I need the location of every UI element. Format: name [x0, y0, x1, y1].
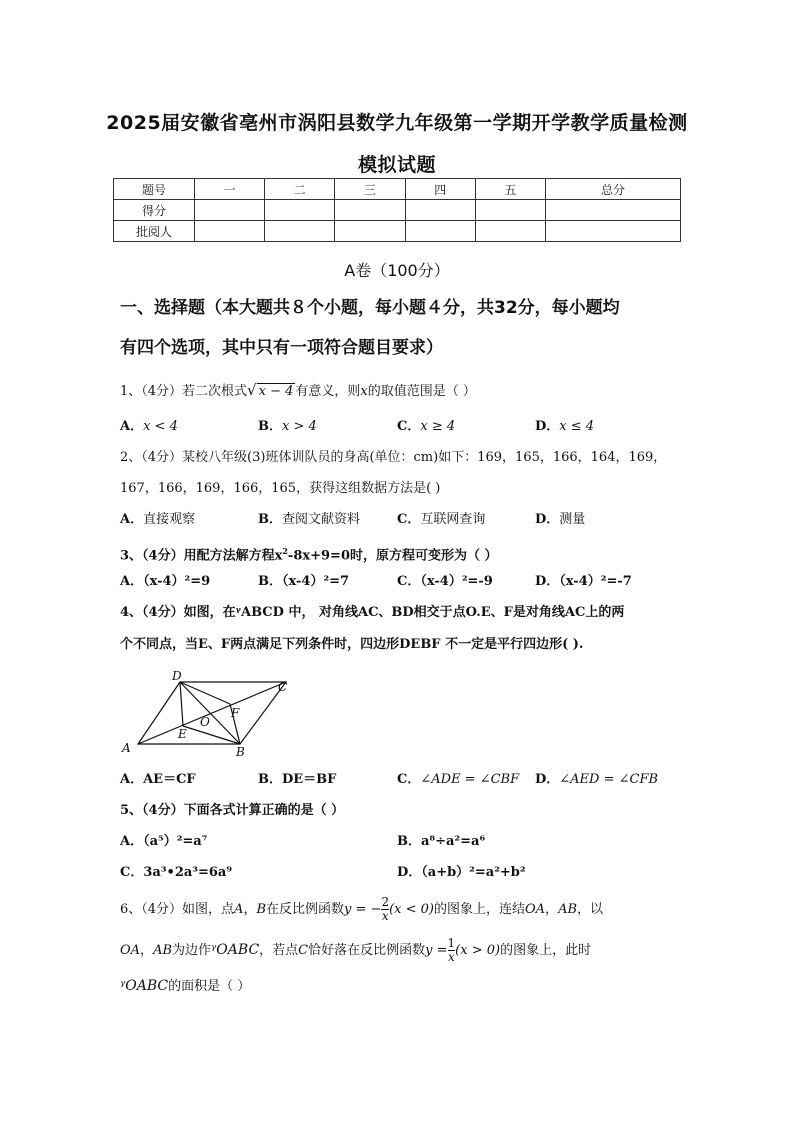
option-text[interactable]: x ≤ 4 [559, 419, 595, 434]
q6-stem-line2: OA，AB为边作ᵞOABC，若点C恰好落在反比例函数y = $\frac{1}{x}$ (x > 0)的图象上，此时 [120, 936, 592, 964]
label-e: E [178, 727, 187, 741]
exam-title-line2: 模拟试题 [357, 154, 436, 176]
header-cell: 一 [195, 179, 265, 200]
header-cell: 总分 [546, 179, 681, 200]
q5-stem: 5、（4分）下面各式计算正确的是（ ） [120, 803, 345, 818]
parallelogram-figure [118, 668, 298, 763]
score-cell[interactable] [195, 200, 265, 221]
option-text[interactable]: 查阅文献资料 [282, 512, 361, 527]
score-table-header-row [114, 179, 681, 200]
option-text[interactable]: x < 4 [143, 419, 178, 434]
row-label: 批阅人 [114, 221, 195, 242]
q6-stem-line1: 6、（4分）如图，点A，B在反比例函数y = − $\frac{2}{x}$ (x < 0)的图象上，连结OA，AB，以 [120, 895, 604, 923]
exam-title-line1: 2025届安徽省亳州市涡阳县数学九年级第一学期开学教学质量检测 [106, 112, 688, 134]
label-f: F [231, 706, 240, 720]
score-cell[interactable] [405, 221, 475, 242]
segment-de [180, 682, 183, 726]
radicand: x − 4 [258, 384, 294, 399]
label-c: C [278, 680, 288, 694]
score-cell[interactable] [475, 200, 545, 221]
header-cell: 三 [335, 179, 405, 200]
section1-heading-line1: 一、选择题（本大题共８个小题，每小题４分，共32分，每小题均 [120, 298, 620, 318]
score-cell[interactable] [195, 221, 265, 242]
option-text[interactable]: （x-4）²=-7 [559, 574, 632, 589]
score-cell[interactable] [335, 200, 405, 221]
score-cell[interactable] [475, 221, 545, 242]
option-text[interactable]: 测量 [559, 512, 586, 527]
score-table-row [114, 200, 681, 221]
fraction-2-over-x: $\frac{2}{x}$ [381, 895, 390, 923]
header-cell: 题号 [114, 179, 195, 200]
score-table-row [114, 221, 681, 242]
fraction-1-over-x: $\frac{1}{x}$ [447, 936, 456, 964]
score-cell[interactable] [546, 200, 681, 221]
option-text[interactable]: a⁸÷a²=a⁶ [421, 834, 486, 849]
option-text[interactable]: （a+b）²=a²+b² [421, 865, 526, 880]
section1-heading-line2: 有四个选项，其中只有一项符合题目要求） [120, 338, 443, 358]
row-label: 得分 [114, 200, 195, 221]
q1-stem: 1、（4分）若二次根式√ x − 4 有意义，则x的取值范围是（ ） [120, 381, 476, 399]
option-text[interactable]: ∠ADE = ∠CBF [420, 772, 520, 787]
score-cell[interactable] [405, 200, 475, 221]
header-cell: 五 [475, 179, 545, 200]
label-o: O [200, 715, 210, 729]
label-b: B [236, 745, 245, 759]
segment-df [180, 682, 230, 704]
option-text[interactable]: （a⁵）²=a⁷ [143, 834, 208, 849]
option-text[interactable]: ∠AED = ∠CFB [559, 772, 659, 787]
score-cell[interactable] [335, 221, 405, 242]
option-text[interactable]: 直接观察 [143, 512, 196, 527]
label-d: D [172, 669, 182, 683]
score-cell[interactable] [546, 221, 681, 242]
label-a: A [122, 741, 131, 755]
sqrt-sign: √ [247, 381, 257, 399]
q4-stem-line2: 个不同点，当E、F两点满足下列条件时，四边形DEBF 不一定是平行四边形( ). [120, 637, 584, 652]
option-text[interactable]: （x-4）²=7 [282, 574, 350, 589]
q6-stem-line3: ᵞOABC的面积是（ ） [120, 978, 251, 994]
option-text[interactable]: 互联网查询 [420, 512, 486, 527]
option-text[interactable]: x > 4 [282, 419, 317, 434]
option-text[interactable]: AE＝CF [143, 772, 196, 787]
q2-stem-line1: 2、（4分）某校八年级(3)班体训队员的身高(单位：cm)如下：169，165，166，164，169， [120, 450, 667, 465]
score-table [113, 178, 681, 242]
option-text[interactable]: （x-4）²=-9 [420, 574, 493, 589]
option-text[interactable]: 3a³•2a³=6a⁹ [143, 865, 233, 880]
q3-stem: 3、（4分）用配方法解方程$x^2-8x+9=0$时，原方程可变形为（ ） [120, 546, 498, 564]
option-text[interactable]: x ≥ 4 [420, 419, 456, 434]
q2-stem-line2: 167，166，169，166，165，获得这组数据方法是( ) [120, 481, 441, 496]
header-cell: 二 [265, 179, 335, 200]
option-text[interactable]: （x-4）²=9 [143, 574, 211, 589]
header-cell: 四 [405, 179, 475, 200]
score-cell[interactable] [265, 221, 335, 242]
option-text[interactable]: DE＝BF [282, 772, 337, 787]
q4-stem-line1: 4、（4分）如图，在ᵞABCD 中， 对角线AC、BD相交于点O.E、F是对角线AC上的两 [120, 605, 625, 620]
score-cell[interactable] [265, 200, 335, 221]
volume-heading: A卷（100分） [344, 261, 450, 280]
